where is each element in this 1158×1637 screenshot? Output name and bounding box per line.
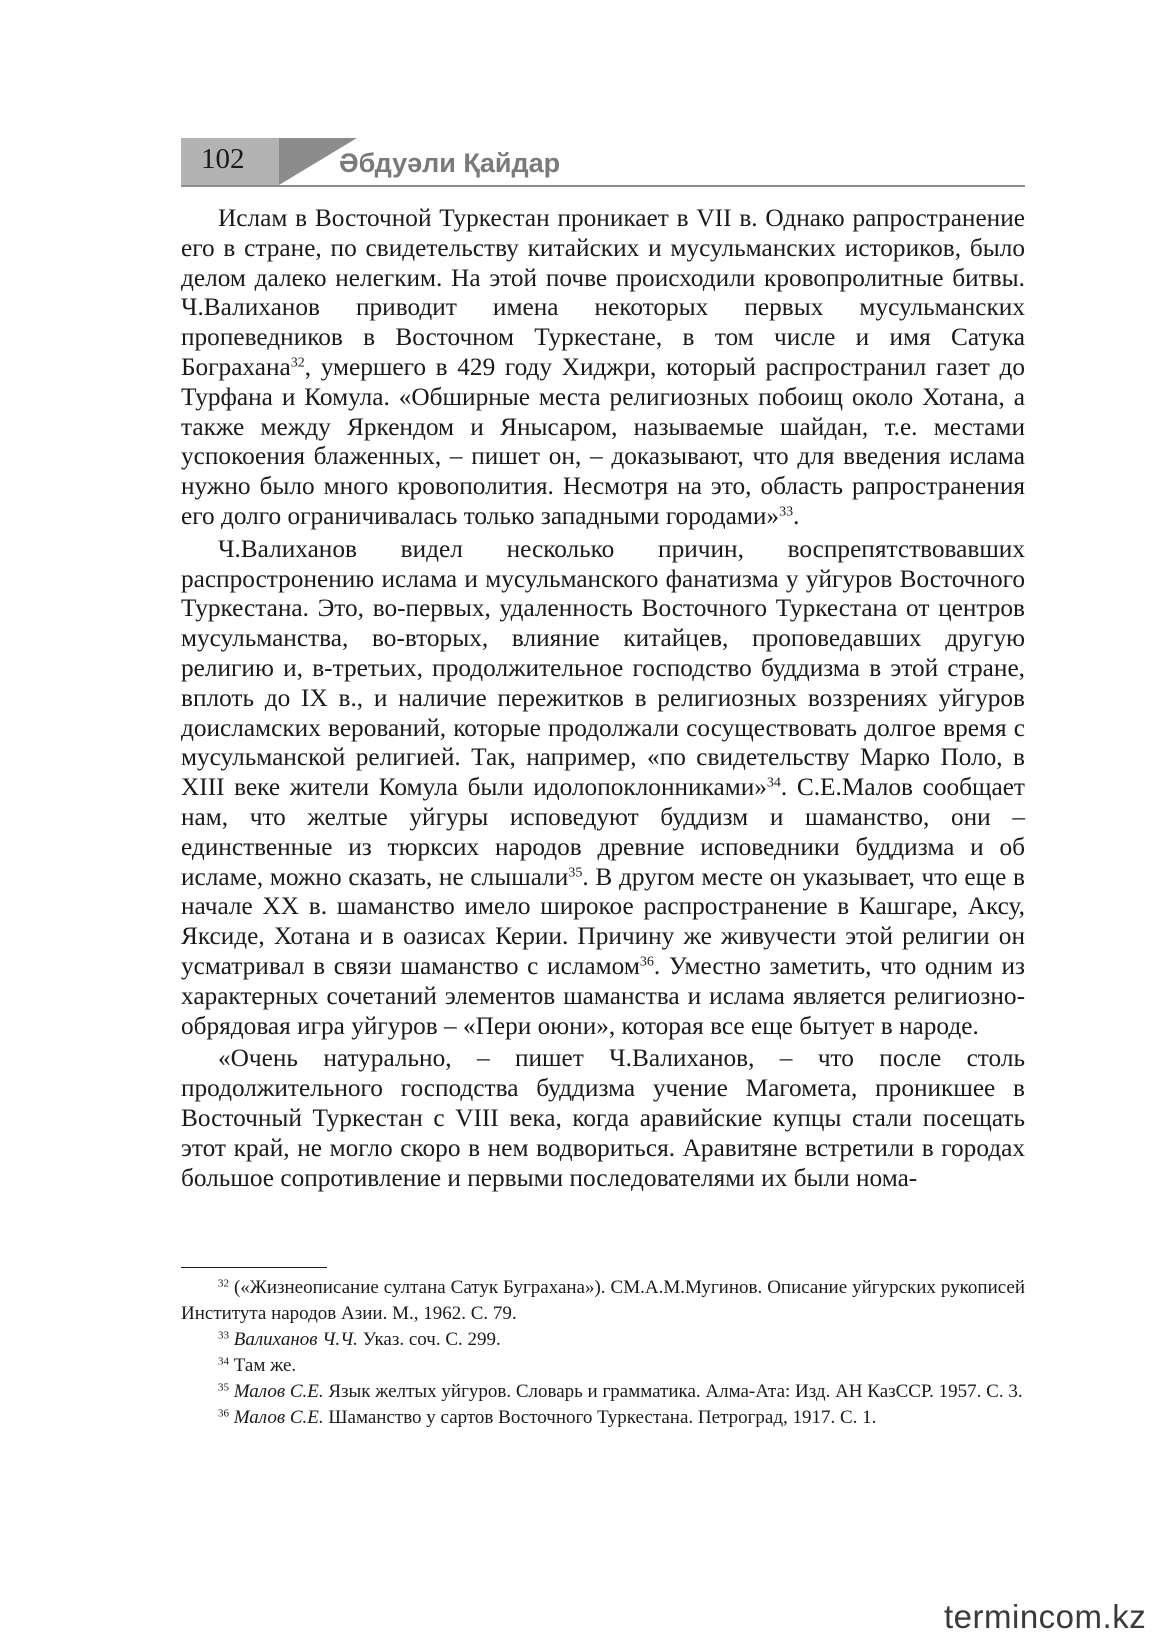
- footnote-number: 34: [218, 1355, 229, 1368]
- footnote-number: 32: [218, 1277, 229, 1290]
- footnote-text: («Жизнеописание султана Сатук Бугрaхана»). СМ.А.М.Мугинов. Описание уйгурских рукописей Института народов Азии. М., 1962. С. 79.: [181, 1277, 1025, 1324]
- paragraph-2-text-a: Ч.Валиханов видел несколько причин, воспрепятствовавших распростронению ислама и мусульманского фанатизма у уйгуров Восточного Туркестана. Это, во-первых, удаленность Восточного Туркестана от центров мусульманства, во-вторых, влияние китайцев, проповедавших другую религию и, в-третьих, продолжительное господство буддизма в этой стране, вплоть до IX в., и наличие пережитков в религиозных воззрениях уйгуров доисламских верований, которые продолжали сосуществовать долгое время с мусульманской религией. Так, например, «по свидетельству Марко Поло, в XIII веке жители Комула были идолопоклонниками»: [181, 534, 1025, 802]
- footnote-ref-32[interactable]: 32: [290, 355, 305, 371]
- footnote: [181, 1353, 1025, 1379]
- footnote-text: Указ. соч. С. 299.: [357, 1329, 501, 1350]
- footnote-text: Шаманство у сартов Восточного Туркестана. Петроград, 1917. С. 1.: [323, 1407, 877, 1428]
- footnote-number: 36: [218, 1407, 229, 1420]
- paragraph-2-text-b: . С.Е.Малов сообщает нам, что желтые уйгуры исповедуют буддизм и шаманство, они – единственные из тюрксих народов древние исповедники буддизма и об исламе, можно сказать, не слышали: [181, 773, 1025, 891]
- paragraph-2-text-c: . В другом месте он указывает, что еще в начале XX в. шаманство имело широкое распространение в Кашгаре, Аксу, Яксиде, Хотана и в оазисах Керии. Причину же живучести этой религии он усматривал в связи шаманство с исламом: [181, 862, 1025, 980]
- footnote: [181, 1379, 1025, 1405]
- footnote-author: Малов С.Е.: [233, 1407, 324, 1428]
- footnote-number: 33: [218, 1329, 229, 1342]
- running-header-author: Әбдуәли Қайдар: [339, 148, 561, 178]
- footnote-author: Малов С.Е.: [233, 1381, 324, 1402]
- footnote-text: Язык желтых уйгуров. Словарь и грамматика. Алма-Ата: Изд. АН КазССР. 1957. С. 3.: [323, 1381, 1023, 1402]
- footnote-separator: [181, 1267, 327, 1268]
- paragraph-1: [181, 204, 1025, 532]
- footnote: [181, 1405, 1025, 1431]
- page-number-tab: [181, 138, 279, 185]
- paragraph-1-text-c: .: [793, 501, 800, 530]
- paragraph-2: [181, 535, 1025, 1042]
- footnotes: [181, 1275, 1025, 1431]
- footnote-ref-33[interactable]: 33: [779, 504, 794, 520]
- footnote-author: Валиханов Ч.Ч.: [233, 1329, 358, 1350]
- paragraph-2-text-d: . Уместно заметить, что одним из характерных сочетаний элементов шаманства и ислама является религиозно-обрядовая игра уйгуров – «Пери оюни», которая все еще бытует в народе.: [181, 951, 1025, 1040]
- paragraph-1-text-a: Ислам в Восточной Туркестан проникает в VII в. Однако рапространение его в стране, по свидетельству китайских и мусульманских историков, было делом далеко нелегким. На этой почве происходили кровопролитные битвы. Ч.Валиханов приводит имена некоторых первых мусульманских пропеведников в Восточном Туркестане, в том числе и имя Сатука Бограхана: [181, 204, 1025, 381]
- running-header: [181, 138, 1025, 188]
- body-text: [181, 204, 1025, 1196]
- footnote-ref-34[interactable]: 34: [766, 775, 781, 791]
- footnote-number: 35: [218, 1381, 229, 1394]
- paragraph-1-text-b: , умершего в 429 году Хиджри, который распространил газет до Турфана и Комула. «Обширные места религиозных побоищ около Хотана, а также между Яркендом и Янысаром, называемые шайдан, т.е. местами успокоения блаженных, – пишет он, – доказывают, что для введения ислама нужно было много кровополития. Несмотря на это, область рапространения его долго ограничивалась только западными городами»: [181, 352, 1025, 530]
- paragraph-3: «Очень натурально, – пишет Ч.Валиханов, – что после столь продолжительного господства буддизма учение Магомета, проникшее в Восточный Туркестан с VIII века, когда аравийские купцы стали посещать этот край, не могло скоро в нем водвориться. Аравитяне встретили в городах большое сопротивление и первыми последователями их были нома-: [181, 1044, 1025, 1192]
- page-number: 102: [201, 143, 245, 175]
- footnote-text: Там же.: [229, 1355, 297, 1376]
- footnote: [181, 1327, 1025, 1353]
- footnote-ref-35[interactable]: 35: [568, 865, 583, 881]
- header-rule: [181, 185, 1025, 187]
- footnote-ref-36[interactable]: 36: [639, 954, 654, 970]
- site-watermark: termincom.kz: [944, 1598, 1147, 1635]
- footnote: [181, 1275, 1025, 1327]
